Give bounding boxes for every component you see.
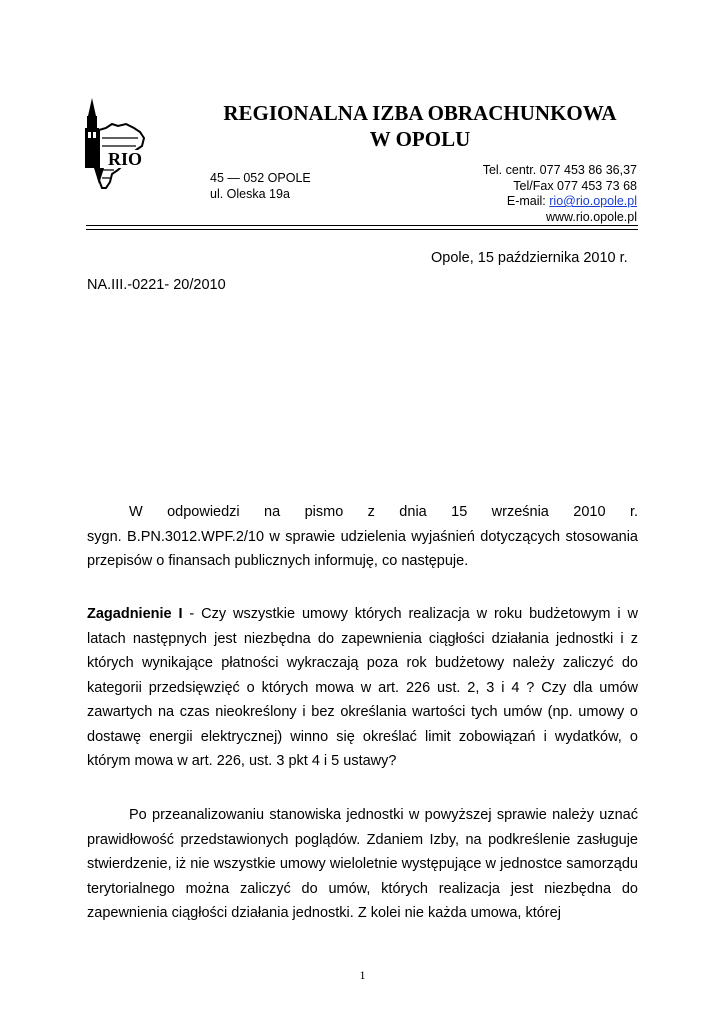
email-label: E-mail: [506,194,550,208]
email-row [483,194,637,210]
contact-info [483,163,637,225]
question-label: Zagadnienie I [87,606,183,622]
title-line-2: W OPOLU [369,127,471,151]
phone: Tel. centr. 077 453 86 36,37 [482,163,637,177]
organization-title [180,100,660,152]
title-line-1: REGIONALNA IZBA OBRACHUNKOWA [223,101,617,125]
letter-date: Opole, 15 października 2010 r. [431,250,628,266]
postal-address [210,170,311,202]
paragraph-answer [87,803,638,926]
question-text: - Czy wszystkie umowy których realizacja w roku budżetowym i w latach następnych jest niezbędna do zapewnienia ciągłości działania jednostki i z których wynikające płatności wykraczają poza rok budżetowy należy zaliczyć do kategorii przedsięwzięć o których mowa w art. 226 ust. 2, 3 i 4 ? Czy dla umów zawartych na czas nieokreślony i bez określania wartości tych umów (np. umowy o dostawę energii elektrycznej) winno się określać limit zobowiązań i wydatków, o którym mowa w art. 226, ust. 3 pkt 4 i 5 ustawy? [87,606,638,769]
svg-text:RIO: RIO [107,149,143,169]
answer-text: Po przeanalizowaniu stanowiska jednostki w powyższej sprawie należy uznać prawidłowość przedstawionych poglądów. Zdaniem Izby, na podkreślenie zasługuje stwierdzenie, iż nie wszystkie umowy wieloletnie występujące w jednostce samorządu terytorialnego można zaliczyć do umów, których realizacja jest niezbędna do zapewnienia ciągłości działania jednostki. Z kolei nie każda umowa, której [87,807,638,921]
page-number: 1 [359,968,366,982]
intro-rest: sygn. B.PN.3012.WPF.2/10 w sprawie udzielenia wyjaśnień dotyczących stosowania przepisów o finansach publicznych informuję, co następuje. [87,528,638,569]
telfax: Tel/Fax 077 453 73 68 [513,178,637,193]
address-line-1: 45 — 052 OPOLE [210,171,311,185]
rio-logo [82,98,154,194]
paragraph-intro [87,500,638,574]
email-link[interactable]: rio@rio.opole.pl [549,194,637,208]
header-divider-bottom [86,229,638,230]
header-divider-top [86,225,638,226]
website: www.rio.opole.pl [545,209,637,224]
paragraph-question [87,602,638,774]
address-line-2: ul. Oleska 19a [210,187,290,201]
intro-first-line: W odpowiedzi na pismo z dnia 15 września 2010 r. [129,504,638,520]
reference-number: NA.III.-0221- 20/2010 [87,277,226,293]
